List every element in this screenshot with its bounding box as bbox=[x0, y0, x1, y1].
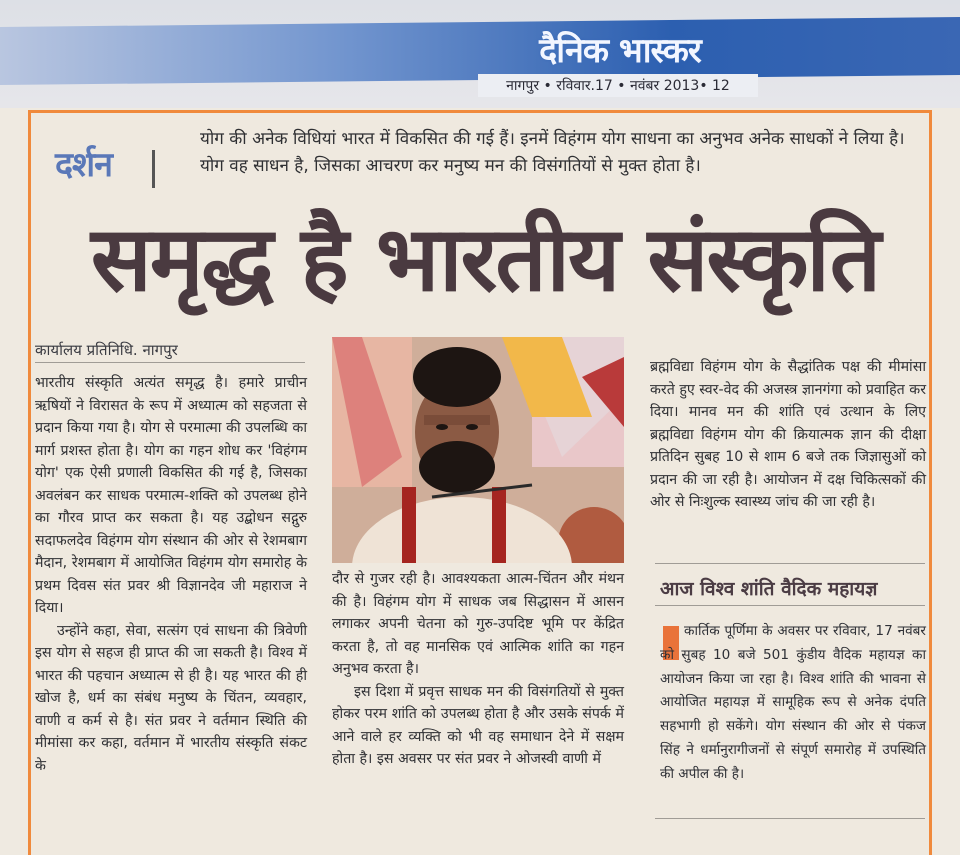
masthead bbox=[0, 0, 960, 108]
article-headline: समृद्ध है भारतीय संस्कृति bbox=[90, 207, 880, 312]
paragraph: दौर से गुजर रही है। आवश्यकता आत्म-चिंतन और मंथन की है। विहंगम योग में साधक जब सिद्धासन में आसन लगाकर अपनी चेतना को गुरु-उपदिष्ट भूमि पर केंद्रित करता है, तो वह मानसिक एवं आत्मिक शांति का गहन अनुभव करता है। bbox=[332, 571, 624, 677]
dateline: नागपुर • रविवार.17 • नवंबर 2013• 12 bbox=[478, 74, 758, 97]
paragraph: उन्होंने कहा, सेवा, सत्संग एवं साधना की त्रिवेणी इस योग से सहज ही प्राप्त की जा सकती है। विश्व में भारत की पहचान अध्यात्म से ही है। यह भारत की ही खोज है, धर्म का संबंध मनुष्य के चिंतन, व्यवहार, वाणी व कर्म से है। संत प्रवर ने वर्तमान स्थिति की मीमांसा कर कहा, वर्तमान में भारतीय संस्कृति संकट के bbox=[35, 622, 307, 774]
byline-divider bbox=[35, 362, 305, 363]
section-intro: योग की अनेक विधियां भारत में विकसित की गई हैं। इनमें विहंगम योग साधना का अनुभव अनेक साधकों ने लिया है। योग वह साधन है, जिसका आचरण कर मनुष्य मन की विसंगतियों से मुक्त होता है। bbox=[200, 129, 905, 176]
sidebar-divider-mid bbox=[655, 605, 925, 606]
paragraph: इस दिशा में प्रवृत्त साधक मन की विसंगतियों से मुक्त होकर परम शांति को उपलब्ध होता है और उसके संपर्क में आने वाले हर व्यक्ति को भी वह समाधान देने में सक्षम होता है। इस अवसर पर संत प्रवर ने ओजस्वी वाणी में bbox=[332, 683, 624, 767]
article-photo bbox=[332, 337, 624, 563]
sidebar-divider-top bbox=[655, 563, 925, 564]
paragraph: कार्तिक पूर्णिमा के अवसर पर रविवार, 17 नवंबर को सुबह 10 बजे 501 कुंडीय वैदिक महायज्ञ का आयोजन किया जा रहा है। विश्व शांति की भावना से आयोजित महायज्ञ में सामूहिक रूप से अनेक दंपति सहभागी हो सकेंगे। योग संस्थान की ओर से पंकज सिंह ने धर्मानुरागीजनों से संपूर्ण समारोह में उपस्थिति की अपील की है। bbox=[660, 623, 926, 782]
sidebar-headline: आज विश्व शांति वैदिक महायज्ञ bbox=[660, 578, 878, 600]
sidebar-body bbox=[660, 620, 926, 787]
photo-image bbox=[332, 337, 624, 563]
section-divider bbox=[152, 150, 155, 188]
section-label-box bbox=[55, 140, 165, 190]
paper-logo: दैनिक भास्कर bbox=[539, 31, 701, 71]
article-column-3 bbox=[650, 356, 926, 514]
sidebar-divider-bottom bbox=[655, 818, 925, 819]
paragraph: भारतीय संस्कृति अत्यंत समृद्ध है। हमारे प्राचीन ऋषियों ने विरासत के रूप में अध्यात्म को सहजता से प्रदान किया गया है। योग से परमात्मा की उपलब्धि का मार्ग प्रशस्त होता है। योग का गहन शोध कर 'विहंगम योग' एक ऐसी प्रणाली विकसित की गई है, जिसका अवलंबन कर साधक परमात्म-शक्ति को उपलब्ध होने का गौरव प्राप्त कर सकता है। यह उद्बोधन सद्गुरु सदाफलदेव विहंगम योग संस्थान की ओर से रेशमबाग मैदान, रेशमबाग में आयोजित विहंगम योग समारोह के प्रथम दिवस संत प्रवर श्री विज्ञानदेव जी महाराज ने दिया। bbox=[35, 375, 307, 616]
article-column-2 bbox=[332, 568, 624, 771]
article-column-1 bbox=[35, 372, 307, 777]
section-label: दर्शन bbox=[55, 145, 113, 185]
paragraph: ब्रह्मविद्या विहंगम योग के सैद्धांतिक पक्ष की मीमांसा करते हुए स्वर-वेद की अजस्त्र ज्ञानगंगा को प्रवाहित कर दिया। मानव मन की शांति एवं उत्थान के लिए ब्रह्मविद्या विहंगम योग की क्रियात्मक ज्ञान की दीक्षा प्रतिदिन सुबह 10 से शाम 6 बजे तक जिज्ञासुओं को प्रदान की जा रही है। आयोजन में दक्ष चिकित्सकों की ओर से निःशुल्क स्वास्थ्य जांच की जा रही है। bbox=[650, 359, 926, 510]
byline: कार्यालय प्रतिनिधि. नागपुर bbox=[35, 341, 178, 359]
